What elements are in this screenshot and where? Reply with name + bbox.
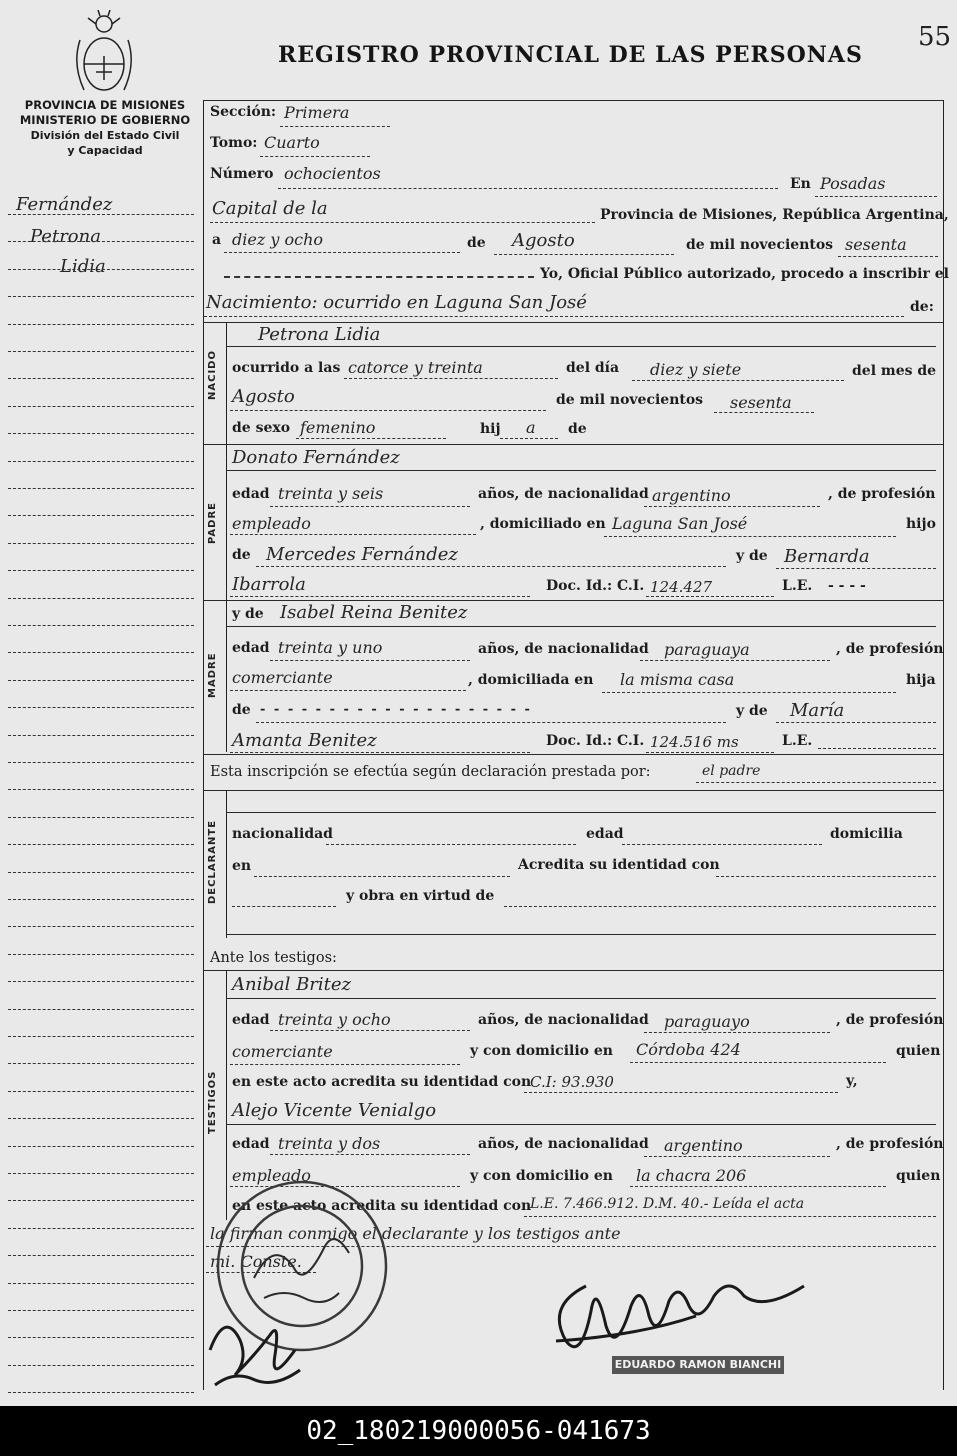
year-value: sesenta (845, 235, 907, 254)
madre-madre-value-2: Amanta Benitez (232, 730, 377, 751)
declarante-obra-label: y obra en virtud de (346, 888, 495, 904)
heading-line-2: MINISTERIO DE GOBIERNO (19, 113, 191, 127)
left-ruled-line (8, 515, 194, 516)
left-ruled-line (8, 789, 194, 790)
padre-madre-underline (776, 568, 936, 569)
testigos-top-rule (203, 970, 943, 971)
madre-padre-underline (256, 722, 726, 723)
left-ruled-line (8, 324, 194, 325)
declarante-bottom-underline (226, 934, 936, 935)
madre-section-label: MADRE (207, 652, 218, 698)
heading-line-4: y Capacidad (67, 144, 143, 157)
testigo-1-dom-underline (630, 1062, 886, 1063)
madre-madre-underline (776, 722, 936, 723)
tomo-underline (260, 156, 370, 157)
en-value: Posadas (820, 174, 886, 193)
testigo-2-name: Alejo Vicente Venialgo (232, 1100, 437, 1121)
mes-value: Agosto (232, 386, 295, 407)
sexo-label: de sexo (232, 420, 291, 436)
yo-label: Yo, Oficial Público autorizado, procedo a inscribir el (540, 266, 949, 282)
tomo-value: Cuarto (264, 133, 320, 152)
testigo-1-doc-value: C.I: 93.930 (530, 1073, 614, 1091)
padre-prof-underline (230, 534, 476, 535)
madre-edad-value: treinta y uno (278, 638, 383, 657)
testigo-2-dom-value: la chacra 206 (636, 1166, 747, 1185)
testigo-2-prof-value: empleado (232, 1166, 311, 1185)
left-ruled-line (8, 269, 194, 270)
dia-underline (632, 380, 844, 381)
de-colon-label: de: (910, 299, 934, 315)
declarante-intro-rule (203, 754, 943, 755)
left-ruled-line (8, 1091, 194, 1092)
left-ruled-line (8, 735, 194, 736)
nacido-divider (226, 322, 227, 444)
mes-underline (230, 410, 546, 411)
padre-prof-value: empleado (232, 514, 311, 533)
left-ruled-line (8, 570, 194, 571)
padre-edad-value: treinta y seis (278, 484, 384, 503)
testigo-1-dom-label: y con domicilio en (470, 1043, 613, 1059)
mil-label: de mil novecientos (686, 237, 834, 253)
testigo-1-nac-value: paraguayo (664, 1012, 750, 1031)
padre-madre-2-underline (230, 596, 530, 597)
document-title: REGISTRO PROVINCIAL DE LAS PERSONAS (278, 42, 863, 68)
padre-section-label: PADRE (207, 502, 218, 544)
padre-nac-value: argentino (652, 486, 731, 505)
ocurrido-label: ocurrido a las (232, 360, 341, 376)
testigo-1-nac-label: años, de nacionalidad (478, 1012, 649, 1028)
left-ruled-line (8, 351, 194, 352)
nacimiento-value: Nacimiento: ocurrido en Laguna San José (206, 292, 587, 313)
madre-edad-label: edad (232, 640, 270, 656)
seccion-underline (280, 126, 390, 127)
padre-madre-value-2: Ibarrola (232, 574, 306, 595)
testigo-2-quien-label: quien (896, 1168, 941, 1184)
date-de-label: de (467, 235, 486, 251)
madre-divider (226, 600, 227, 752)
left-ruled-line (8, 1063, 194, 1064)
dia-value: diez y siete (650, 360, 742, 379)
hij-underline (500, 438, 558, 439)
declarante-acredita-underline (716, 876, 936, 877)
testigo-1-y-label: y, (846, 1073, 858, 1089)
testigo-1-doc-underline (524, 1092, 838, 1093)
madre-dom-value: la misma casa (620, 670, 735, 689)
padre-padre-underline (256, 566, 726, 567)
left-ruled-line (8, 378, 194, 379)
yo-dashes (224, 276, 534, 278)
nacido-name-underline (226, 346, 936, 347)
hijo-label: hijo (906, 516, 936, 532)
left-ruled-line (8, 1009, 194, 1010)
en-underline (815, 196, 937, 197)
left-ruled-line (8, 1118, 194, 1119)
testigo-2-prof-label: , de profesión (836, 1136, 944, 1152)
testigo-2-doc-value: L.E. 7.466.912. D.M. 40.- Leída el acta (530, 1196, 805, 1212)
official-name-stamp: EDUARDO RAMON BIANCHI (612, 1356, 784, 1374)
padre-y-de-label: y de (736, 548, 768, 564)
capital-value: Capital de la (212, 198, 328, 219)
madre-name-underline (226, 626, 936, 627)
left-ruled-line (8, 1228, 194, 1229)
declarante-intro-label: Esta inscripción se efectúa según declaración prestada por: (210, 764, 651, 780)
witness-signature-icon (200, 1290, 310, 1400)
testigo-1-edad-value: treinta y ocho (278, 1010, 391, 1029)
left-ruled-line (8, 872, 194, 873)
nacido-de-label: de (568, 421, 587, 437)
sexo-value: femenino (300, 418, 376, 437)
left-ruled-line (8, 625, 194, 626)
left-ruled-line (8, 1173, 194, 1174)
madre-le-label: L.E. (782, 733, 813, 749)
left-ruled-line (8, 1310, 194, 1311)
testigo-2-nac-value: argentino (664, 1136, 743, 1155)
left-ruled-line (8, 1255, 194, 1256)
month-underline (494, 254, 674, 255)
padre-nac-label: años, de nacionalidad (478, 486, 649, 502)
nacido-name-value: Petrona Lidia (258, 324, 381, 345)
hora-underline (344, 378, 558, 379)
madre-dom-underline (602, 692, 896, 693)
declarante-acredita-label: Acredita su identidad con (518, 857, 720, 873)
padre-divider (226, 444, 227, 600)
numero-label: Número (210, 166, 274, 182)
testigo-2-edad-value: treinta y dos (278, 1134, 381, 1153)
padre-madre-value: Bernarda (784, 546, 870, 567)
testigos-intro-label: Ante los testigos: (210, 950, 337, 966)
testigo-1-nac-underline (644, 1032, 830, 1033)
declarante-top-rule (203, 790, 943, 791)
month-value: Agosto (512, 230, 575, 251)
a-label: a (212, 232, 222, 248)
closing-line-1: la firman conmigo el declarante y los testigos ante (210, 1224, 621, 1243)
left-name-2: Lidia (60, 256, 106, 277)
madre-name-value: Isabel Reina Benitez (280, 602, 468, 623)
nacido-top-rule (203, 322, 943, 323)
declarante-dom-label: domicilia (830, 826, 903, 842)
padre-nac-underline (644, 506, 820, 507)
en-label: En (790, 176, 811, 192)
coat-of-arms-icon (70, 10, 138, 100)
left-surname: Fernández (16, 194, 113, 215)
left-ruled-line (8, 762, 194, 763)
left-name-1: Petrona (30, 226, 101, 247)
declarante-name-underline (226, 812, 936, 813)
ministry-heading (10, 98, 200, 158)
left-ruled-line (8, 926, 194, 927)
padre-edad-underline (270, 506, 470, 507)
left-ruled-line (8, 1036, 194, 1037)
madre-y-de-label: y de (232, 606, 264, 622)
left-ruled-line (8, 598, 194, 599)
testigo-1-prof-underline (230, 1064, 460, 1065)
left-ruled-line (8, 296, 194, 297)
madre-prof-value: comerciante (232, 668, 333, 687)
numero-value: ochocientos (284, 164, 381, 183)
caption-bar: 02_180219000056-041673 (0, 1406, 957, 1456)
left-ruled-line (8, 461, 194, 462)
padre-de-label: de (232, 547, 251, 563)
a-value: diez y ocho (232, 230, 323, 249)
frame-top-border (203, 100, 943, 101)
madre-prof-label: , de profesión (836, 641, 944, 657)
testigo-2-doc-underline (524, 1216, 936, 1217)
del-mes-label: del mes de (852, 363, 937, 379)
padre-dom-label: , domiciliado en (480, 516, 606, 532)
left-ruled-line (8, 981, 194, 982)
declarante-edad-label: edad (586, 826, 624, 842)
year-underline (838, 256, 938, 257)
frame-right-border (943, 100, 944, 1390)
testigo-2-nac-label: años, de nacionalidad (478, 1136, 649, 1152)
heading-line-3: División del Estado Civil (30, 129, 180, 142)
testigo-2-edad-label: edad (232, 1136, 270, 1152)
testigo-1-dom-value: Córdoba 424 (636, 1040, 741, 1059)
padre-dom-underline (604, 536, 896, 537)
left-ruled-line (8, 1337, 194, 1338)
testigo-1-name-underline (226, 998, 936, 999)
left-ruled-line (8, 680, 194, 681)
madre-dom-label: , domiciliada en (468, 672, 594, 688)
left-ruled-line (8, 707, 194, 708)
page-number: 55 (918, 22, 952, 52)
left-ruled-line (8, 1283, 194, 1284)
madre-prof-underline (230, 690, 466, 691)
testigo-1-quien-label: quien (896, 1043, 941, 1059)
nacido-section-label: NACIDO (207, 350, 218, 400)
testigo-1-name: Anibal Britez (232, 974, 352, 995)
seccion-label: Sección: (210, 104, 277, 120)
declarante-obra-underline (504, 906, 936, 907)
testigo-1-prof-label: , de profesión (836, 1012, 944, 1028)
declarante-edad-underline (622, 844, 822, 845)
padre-padre-value: Mercedes Fernández (266, 544, 458, 565)
capital-underline (210, 222, 595, 223)
left-ruled-line (8, 652, 194, 653)
hija-label: hija (906, 672, 936, 688)
madre-de-label: de (232, 702, 251, 718)
left-ruled-line (8, 406, 194, 407)
seccion-value: Primera (284, 103, 350, 122)
testigo-2-acredita-label: en este acto acredita su identidad con (232, 1198, 532, 1214)
hij-value: a (526, 418, 536, 437)
a-underline (224, 252, 460, 253)
left-ruled-line (8, 1146, 194, 1147)
testigo-2-nac-underline (644, 1156, 830, 1157)
left-ruled-line (8, 488, 194, 489)
nacido-mil-label: de mil novecientos (556, 392, 704, 408)
testigo-2-dom-underline (630, 1186, 886, 1187)
testigo-2-name-underline (226, 1124, 936, 1125)
madre-madre-2-underline (230, 752, 530, 753)
left-ruled-line (8, 817, 194, 818)
madre-doc-label: Doc. Id.: C.I. (546, 733, 645, 749)
padre-doc-underline (646, 596, 774, 597)
left-ruled-line (8, 1365, 194, 1366)
nacimiento-underline (204, 316, 904, 317)
madre-nac-label: años, de nacionalidad (478, 641, 649, 657)
del-dia-label: del día (566, 360, 620, 376)
frame-left-border (203, 100, 204, 1390)
left-ruled-line (8, 1200, 194, 1201)
hora-value: catorce y treinta (348, 358, 483, 377)
testigo-2-dom-label: y con domicilio en (470, 1168, 613, 1184)
padre-name-underline (226, 470, 936, 471)
madre-madre-value: María (790, 700, 845, 721)
testigo-1-edad-underline (270, 1030, 470, 1031)
testigo-1-acredita-label: en este acto acredita su identidad con (232, 1074, 532, 1090)
madre-le-dashes (818, 748, 936, 749)
left-ruled-line (8, 433, 194, 434)
left-ruled-line (8, 214, 194, 215)
padre-dom-value: Laguna San José (612, 514, 748, 533)
madre-top-rule (203, 600, 943, 601)
declarante-obra-lead (232, 906, 336, 907)
padre-prof-label: , de profesión (828, 486, 936, 502)
testigo-1-prof-value: comerciante (232, 1042, 333, 1061)
padre-doc-value: 124.427 (650, 578, 713, 596)
tomo-label: Tomo: (210, 135, 258, 151)
padre-top-rule (203, 444, 943, 445)
madre-doc-value: 124.516 ms (650, 733, 739, 751)
left-ruled-line (8, 1392, 194, 1393)
declarante-section-label: DECLARANTE (207, 819, 218, 904)
hij-label: hij (480, 421, 501, 437)
testigo-1-edad-label: edad (232, 1012, 270, 1028)
declarante-intro-underline (696, 782, 936, 783)
declarante-nac-label: nacionalidad (232, 826, 333, 842)
madre-y-de2-label: y de (736, 703, 768, 719)
padre-edad-label: edad (232, 486, 270, 502)
padre-doc-label: Doc. Id.: C.I. (546, 578, 645, 594)
anio-value: sesenta (730, 393, 792, 412)
left-ruled-line (8, 899, 194, 900)
declarante-intro-value: el padre (702, 763, 761, 779)
madre-edad-underline (270, 660, 470, 661)
heading-line-1: PROVINCIA DE MISIONES (24, 98, 186, 112)
madre-nac-underline (640, 660, 830, 661)
left-ruled-line (8, 241, 194, 242)
declarante-en-label: en (232, 858, 252, 874)
numero-underline (278, 188, 778, 189)
declarante-nac-underline (326, 844, 576, 845)
official-signature-icon (546, 1266, 866, 1356)
testigos-section-label: TESTIGOS (207, 1070, 218, 1134)
madre-nac-value: paraguaya (664, 640, 750, 659)
left-ruled-line (8, 844, 194, 845)
left-ruled-line (8, 543, 194, 544)
madre-doc-underline (646, 752, 774, 753)
madre-padre-value: - - - - - - - - - - - - - - - - - - - - (260, 702, 532, 717)
padre-name-value: Donato Fernández (232, 447, 400, 468)
sexo-underline (296, 438, 446, 439)
padre-le-label: L.E. (782, 578, 813, 594)
padre-le-value: - - - - (828, 578, 866, 594)
closing-line-2: mi. Conste. (210, 1252, 302, 1271)
left-ruled-line (8, 954, 194, 955)
anio-underline (714, 412, 814, 413)
provincia-label: Provincia de Misiones, República Argentina, (600, 207, 949, 223)
declarante-en-underline (254, 876, 510, 877)
testigo-2-edad-underline (270, 1154, 470, 1155)
